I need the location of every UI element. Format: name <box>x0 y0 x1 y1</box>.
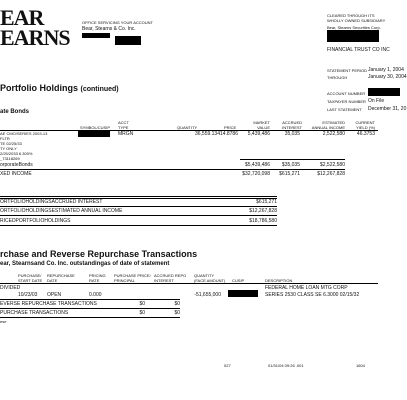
total-priced-holdings-label: RICEDPORTFOLIOHOLDINGS <box>0 218 71 224</box>
office-name: Bear, Stearns & Co. Inc. <box>82 26 136 32</box>
col-market-value-1: MARKET <box>253 120 270 125</box>
subtotal-label: orporateBonds <box>0 162 33 168</box>
trust-name: FINANCIAL TRUST CO INC <box>327 47 390 53</box>
total-accrued-interest-label: ORTFOLIOHOLDINGSACCRUED INTEREST <box>0 199 103 205</box>
redaction <box>327 30 379 42</box>
clearing-line-3: Bear, Stearns Securities Corp. <box>327 25 381 30</box>
col-quantity: QUANTITY <box>177 125 198 130</box>
holding-desc-1: AE CMO/SERIES 2003-13 <box>0 131 48 136</box>
total-accrued-interest-value: $615,271 <box>256 199 277 205</box>
holding-desc-6: _73118269 <box>0 156 20 161</box>
account-number-redaction <box>368 88 400 96</box>
holding-market-value: 5,439,486 <box>247 131 270 137</box>
clearing-line-2: WHOLLY OWNED SUBSIDIARY <box>327 18 386 23</box>
repo-total-rule-3 <box>0 317 180 318</box>
fixed-income-accrued: $615,271 <box>279 171 300 177</box>
office-label: OFFICE SERVICING YOUR ACCOUNT <box>82 20 153 25</box>
account-label: ACCOUNT NUMBER <box>327 91 366 96</box>
holdings-subtitle: ate Bonds <box>0 109 30 115</box>
col-accrued-interest-2: INTEREST <box>282 125 302 130</box>
taxpayer-label: TAXPAYER NUMBER <box>327 99 366 104</box>
col-current-yield <box>350 120 375 130</box>
col-pricing-rate-1: PRICING <box>89 273 106 278</box>
repurchase-label: PURCHASE TRANSACTIONS <box>0 310 69 316</box>
col-pricing-rate-2: RATE <box>89 278 100 283</box>
last-statement-value: December 31, 20 <box>368 106 407 112</box>
col-current-yield-1: CURRENT <box>355 120 375 125</box>
repo-header-rule <box>0 283 378 284</box>
repo-desc-2: SERIES 2530 CLASS SE 6.3000 02/15/32 <box>265 292 360 298</box>
totals-rule-5 <box>0 225 277 226</box>
col-market-value <box>240 120 270 130</box>
through-label: THROUGH <box>327 75 348 80</box>
holdings-title <box>0 83 119 95</box>
col-quantity-face-2: (FACE AMOUNT) <box>194 278 226 283</box>
col-accrued-interest <box>270 120 302 130</box>
col-cusip: CUSIP <box>232 278 245 283</box>
col-accrued-repo <box>154 273 186 283</box>
col-acct-type <box>118 120 129 130</box>
repo-total-rule-2 <box>0 308 180 309</box>
taxpayer-value: On File <box>368 98 385 104</box>
col-est-income-2: ANNUAL INCOME <box>311 125 345 130</box>
col-acct-type-1: ACCT <box>118 120 129 125</box>
period-end: January 30, 2004 <box>368 74 407 80</box>
totals-rule-3 <box>0 206 277 207</box>
repurchase-purchase-price: $0 <box>139 310 145 316</box>
subtotal-accrued: $35,035 <box>281 162 300 168</box>
fixed-income-market-value: $32,720,098 <box>242 171 270 177</box>
col-accrued-interest-1: ACCRUED <box>282 120 302 125</box>
col-accrued-repo-1: ACCRUED REPO <box>154 273 187 278</box>
repurchase-accrued: $0 <box>174 310 180 316</box>
col-accrued-repo-2: INTEREST <box>154 278 174 283</box>
holding-desc-4: TY ONLY <box>0 146 17 151</box>
logo-line-2: EARNS <box>0 25 70 50</box>
footer-code-right: 1604 <box>356 363 365 368</box>
col-symbol-cusip: SYMBOL/CUSIP <box>80 125 111 130</box>
reverse-repo-label: EVERSE REPURCHASE TRANSACTIONS <box>0 301 97 307</box>
repo-subtitle: ear, Stearnsand Co. Inc. outstandingas of date of statement <box>0 261 170 267</box>
holding-est-income: 2,522,580 <box>322 131 345 137</box>
subtotal-income: $2,522,580 <box>319 162 345 168</box>
repo-desc-1: FEDERAL HOME LOAN MTG CORP <box>265 285 348 291</box>
reverse-repo-purchase-price: $0 <box>139 301 145 307</box>
subtotal-market-value: $5,439,486 <box>244 162 270 168</box>
holding-accrued-interest: 35,035 <box>284 131 300 137</box>
repo-start-date: 10/23/03 <box>18 292 38 298</box>
totals-rule <box>0 196 277 197</box>
holding-description <box>0 131 47 161</box>
holding-desc-5: 2/25/2033 6.300% <box>0 151 33 156</box>
last-statement-label: LAST STATEMENT <box>327 107 362 112</box>
total-est-income-value: $12,267,828 <box>249 208 277 214</box>
col-description: DESCRIPTION <box>265 278 293 283</box>
repo-cusip-redaction <box>228 290 258 297</box>
period-start: January 1, 2004 <box>368 67 404 73</box>
total-est-income-label: ORTFOLIOHOLDINGSESTIMATED ANNUAL INCOME <box>0 208 123 214</box>
holding-desc-3: TE 02/25/33 <box>0 141 22 146</box>
redaction <box>115 36 141 45</box>
totals-rule-4 <box>0 215 277 216</box>
subtotal-rule <box>240 159 345 160</box>
col-repurchase-date <box>47 273 75 283</box>
fixed-income-income: $12,267,828 <box>317 171 345 177</box>
logo-line-1: EAR <box>0 5 44 30</box>
total-priced-holdings-value: $18,786,580 <box>249 218 277 224</box>
col-purchase-price-2: PRINCIPAL <box>114 278 135 283</box>
redaction <box>82 33 110 38</box>
col-current-yield-2: YIELD (%) <box>356 125 375 130</box>
reverse-repo-accrued: $0 <box>174 301 180 307</box>
repo-row-label: DIVIDED <box>0 285 21 291</box>
footer-code-mid: 01/31/04 09:26 .001 <box>268 363 304 368</box>
logo <box>0 5 70 50</box>
col-est-income-1: ESTIMATED <box>322 120 345 125</box>
cusip-redaction <box>78 130 110 137</box>
repo-quantity: -51,655,000 <box>194 292 221 298</box>
col-quantity-face-1: QUANTITY <box>194 273 215 278</box>
repo-repurchase-date: OPEN <box>47 292 62 298</box>
holding-acct-type: MRGN <box>118 131 134 137</box>
holdings-title-text: Portfolio Holdings <box>0 83 78 93</box>
col-repurchase-date-2: DATE <box>47 278 58 283</box>
holding-current-yield: 46.3753 <box>356 131 375 137</box>
col-purchase-price <box>114 273 151 283</box>
col-est-income <box>305 120 345 130</box>
period-label: STATEMENT PERIOD <box>327 68 368 73</box>
col-market-value-2: VALUE <box>257 125 270 130</box>
holding-quantity: 36,559.134 <box>194 131 220 137</box>
col-pricing-rate <box>89 273 106 283</box>
col-purchase-start-2: START DATE <box>18 278 43 283</box>
repo-footnote: ese <box>0 319 7 324</box>
col-repurchase-date-1: REPURCHASE <box>47 273 75 278</box>
fixed-income-label: XED INCOME <box>0 171 32 177</box>
repo-title: rchase and Reverse Repurchase Transactions <box>0 249 198 259</box>
col-purchase-start-1: PURCHASE/ <box>18 273 42 278</box>
holding-desc-2: FLTR <box>0 136 10 141</box>
holdings-title-suffix: (continued) <box>80 86 119 93</box>
repo-pricing-rate: 0.000 <box>89 292 102 298</box>
col-price: PRICE <box>224 125 237 130</box>
col-purchase-start <box>18 273 42 283</box>
fixed-income-rule <box>0 169 345 170</box>
repo-total-rule <box>0 299 180 300</box>
col-acct-type-2: TYPE <box>118 125 129 130</box>
col-quantity-face <box>194 273 225 283</box>
clearing-line-1: CLEARED THROUGH ITS <box>327 13 375 18</box>
footer-code-left: 027 <box>224 363 231 368</box>
holding-price: 14.8786 <box>219 131 238 137</box>
col-purchase-price-1: PURCHASE PRICE/ <box>114 273 151 278</box>
